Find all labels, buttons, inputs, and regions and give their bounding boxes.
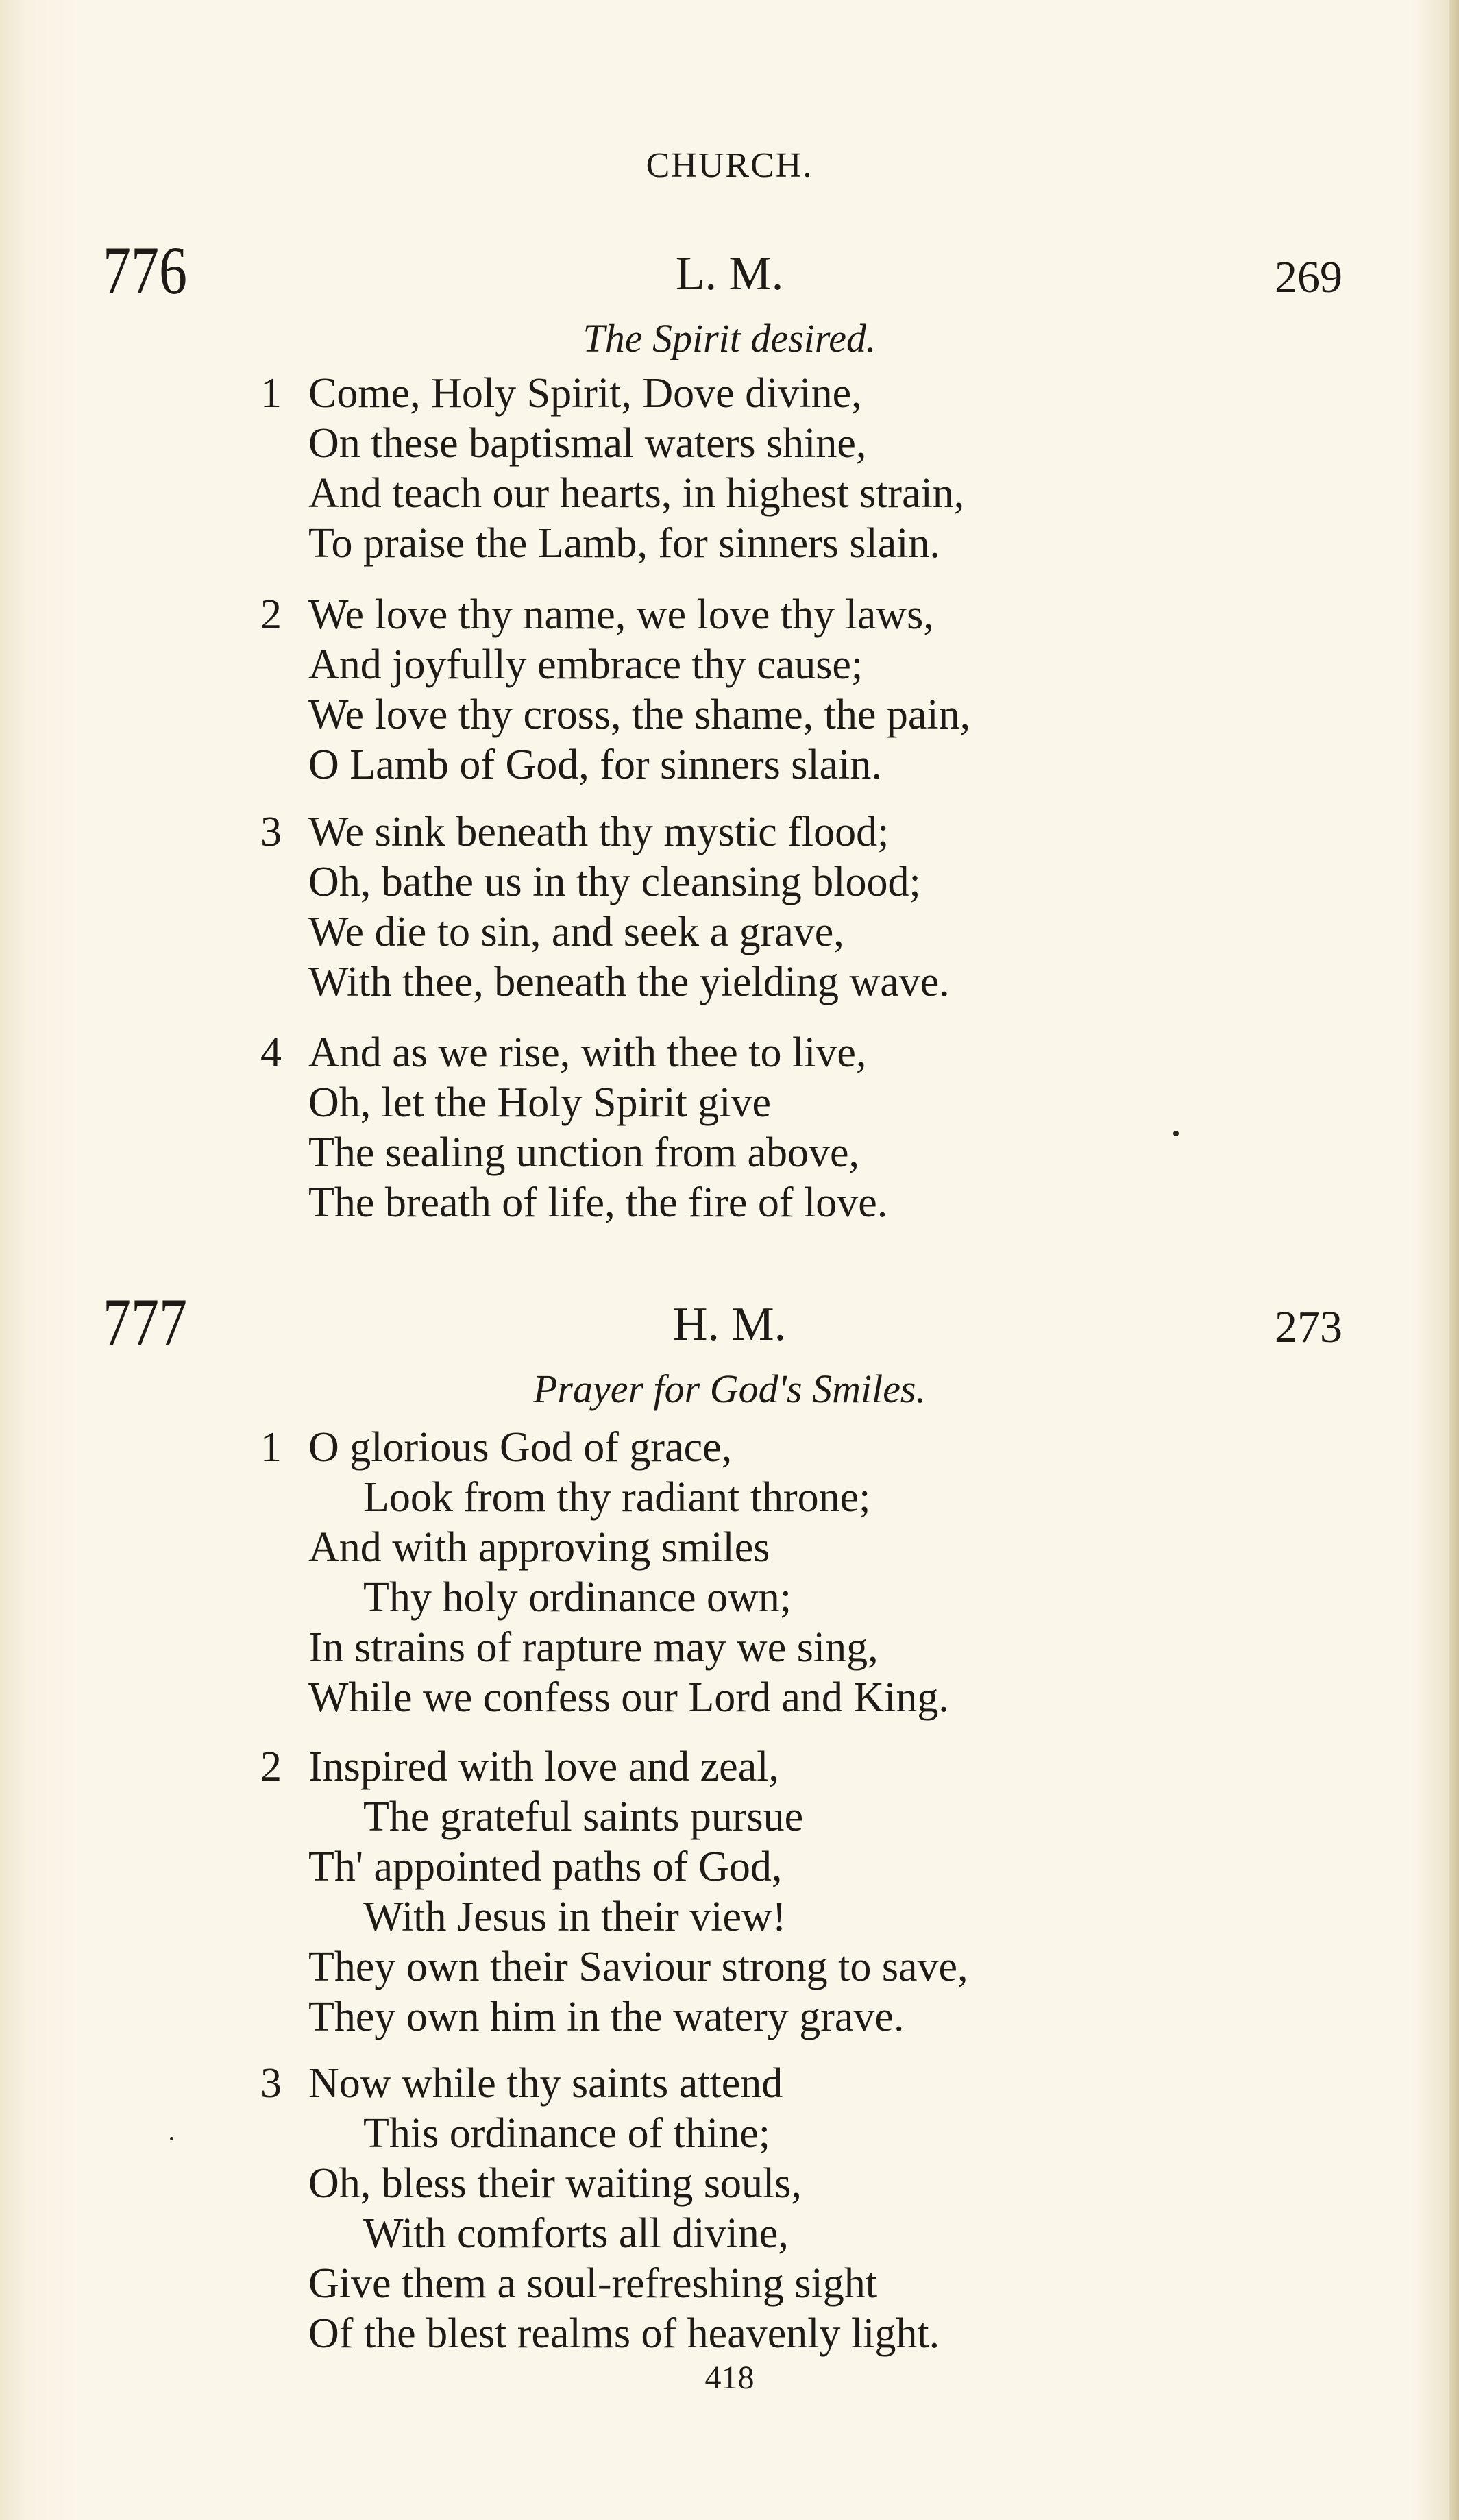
verse-text: With Jesus in their view! — [363, 1894, 787, 1940]
page-edge — [1449, 0, 1459, 2520]
verse-text: On these baptismal waters shine, — [308, 420, 867, 467]
verse-line — [260, 519, 1343, 569]
verse-text: And as we rise, with thee to live, — [308, 1029, 867, 1076]
verse-text: And with approving smiles — [308, 1524, 770, 1571]
verse-line — [260, 690, 1343, 740]
verse-text: The sealing unction from above, — [308, 1129, 860, 1176]
verse-line — [260, 1128, 1343, 1178]
verse-text: Oh, bless their waiting souls, — [308, 2160, 802, 2207]
verse-line — [260, 1673, 1343, 1723]
verse-line — [260, 857, 1343, 907]
verse-text: Inspired with love and zeal, — [308, 1744, 779, 1790]
verse-line — [260, 1423, 1343, 1473]
verse-line — [260, 907, 1343, 957]
verse-line — [260, 369, 1343, 419]
verse-line — [260, 2109, 1343, 2159]
verse-text: While we confess our Lord and King. — [308, 1674, 949, 1721]
verse-line — [260, 1523, 1343, 1573]
verse-line — [260, 590, 1343, 640]
verse-line — [260, 957, 1343, 1007]
verse-text: This ordinance of thine; — [363, 2110, 770, 2157]
stanza-number: 1 — [260, 1424, 282, 1471]
verse-text: Of the blest realms of heavenly light. — [308, 2310, 940, 2357]
verse-line — [260, 1992, 1343, 2042]
verse-text: We die to sin, and seek a grave, — [308, 909, 844, 955]
page-number: 418 — [704, 2360, 755, 2396]
verse-text: They own him in the watery grave. — [308, 1994, 905, 2040]
stanza — [260, 1742, 1343, 2042]
verse-line — [260, 640, 1343, 690]
verse-text: Thy holy ordinance own; — [363, 1574, 792, 1621]
hymn-meter: L. M. — [675, 247, 784, 300]
verse-text: Look from thy radiant throne; — [363, 1474, 871, 1521]
verse-line — [260, 2309, 1343, 2359]
stanza — [260, 369, 1343, 569]
verse-text: Oh, bathe us in thy cleansing blood; — [308, 859, 921, 905]
verse-line — [260, 1623, 1343, 1673]
verse-text: We sink beneath thy mystic flood; — [308, 809, 890, 855]
tune-number: 269 — [1275, 252, 1342, 302]
stanza-number: 2 — [260, 1744, 282, 1790]
verse-text: Th' appointed paths of God, — [308, 1844, 783, 1890]
verse-line — [260, 1842, 1343, 1892]
verse-text: Oh, let the Holy Spirit give — [308, 1079, 772, 1126]
ink-speck — [1173, 1131, 1179, 1136]
stanza — [260, 2059, 1343, 2359]
running-head: CHURCH. — [646, 146, 813, 185]
verse-text: And joyfully embrace thy cause; — [308, 641, 863, 688]
stanza — [260, 1423, 1343, 1723]
verse-text: And teach our hearts, in highest strain, — [308, 470, 965, 517]
verse-line — [260, 1078, 1343, 1128]
stanza-number: 4 — [260, 1029, 282, 1076]
verse-line — [260, 1028, 1343, 1078]
stanza — [260, 1028, 1343, 1228]
verse-line — [260, 2059, 1343, 2109]
verse-line — [260, 807, 1343, 857]
verse-text: We love thy name, we love thy laws, — [308, 591, 934, 638]
tune-number: 273 — [1275, 1302, 1342, 1352]
stanza — [260, 590, 1343, 790]
ink-speck — [170, 2137, 173, 2140]
verse-text: O Lamb of God, for sinners slain. — [308, 742, 882, 788]
verse-line — [260, 1473, 1343, 1523]
hymn-subtitle: Prayer for God's Smiles. — [532, 1367, 927, 1411]
verse-line — [260, 469, 1343, 519]
hymn-number: 776 — [103, 232, 187, 308]
stanza-number: 3 — [260, 2060, 282, 2107]
verse-text: Come, Holy Spirit, Dove divine, — [308, 370, 862, 417]
verse-text: The grateful saints pursue — [363, 1794, 804, 1840]
hymn-meter: H. M. — [672, 1298, 787, 1351]
verse-line — [260, 2259, 1343, 2309]
stanza-number: 1 — [260, 370, 282, 417]
verse-text: Give them a soul-refreshing sight — [308, 2260, 877, 2307]
verse-line — [260, 740, 1343, 790]
hymn-number: 777 — [103, 1284, 187, 1360]
verse-line — [260, 419, 1343, 469]
hymn-subtitle: The Spirit desired. — [583, 316, 876, 360]
verse-line — [260, 1792, 1343, 1842]
verse-line — [260, 1742, 1343, 1792]
stanza-number: 2 — [260, 591, 282, 638]
verse-line — [260, 1892, 1343, 1942]
verse-line — [260, 1573, 1343, 1623]
verse-line — [260, 2209, 1343, 2259]
verse-text: O glorious God of grace, — [308, 1424, 733, 1471]
verse-line — [260, 1178, 1343, 1228]
verse-line — [260, 2159, 1343, 2209]
stanza-number: 3 — [260, 809, 282, 855]
verse-text: In strains of rapture may we sing, — [308, 1624, 879, 1671]
verse-text: Now while thy saints attend — [308, 2060, 783, 2107]
verse-text: We love thy cross, the shame, the pain, — [308, 692, 971, 738]
verse-text: They own their Saviour strong to save, — [308, 1944, 968, 1990]
verse-line — [260, 1942, 1343, 1992]
verse-text: With comforts all divine, — [363, 2210, 789, 2257]
stanza — [260, 807, 1343, 1007]
verse-text: The breath of life, the fire of love. — [308, 1179, 888, 1226]
verse-text: To praise the Lamb, for sinners slain. — [308, 520, 940, 567]
verse-text: With thee, beneath the yielding wave. — [308, 959, 950, 1005]
